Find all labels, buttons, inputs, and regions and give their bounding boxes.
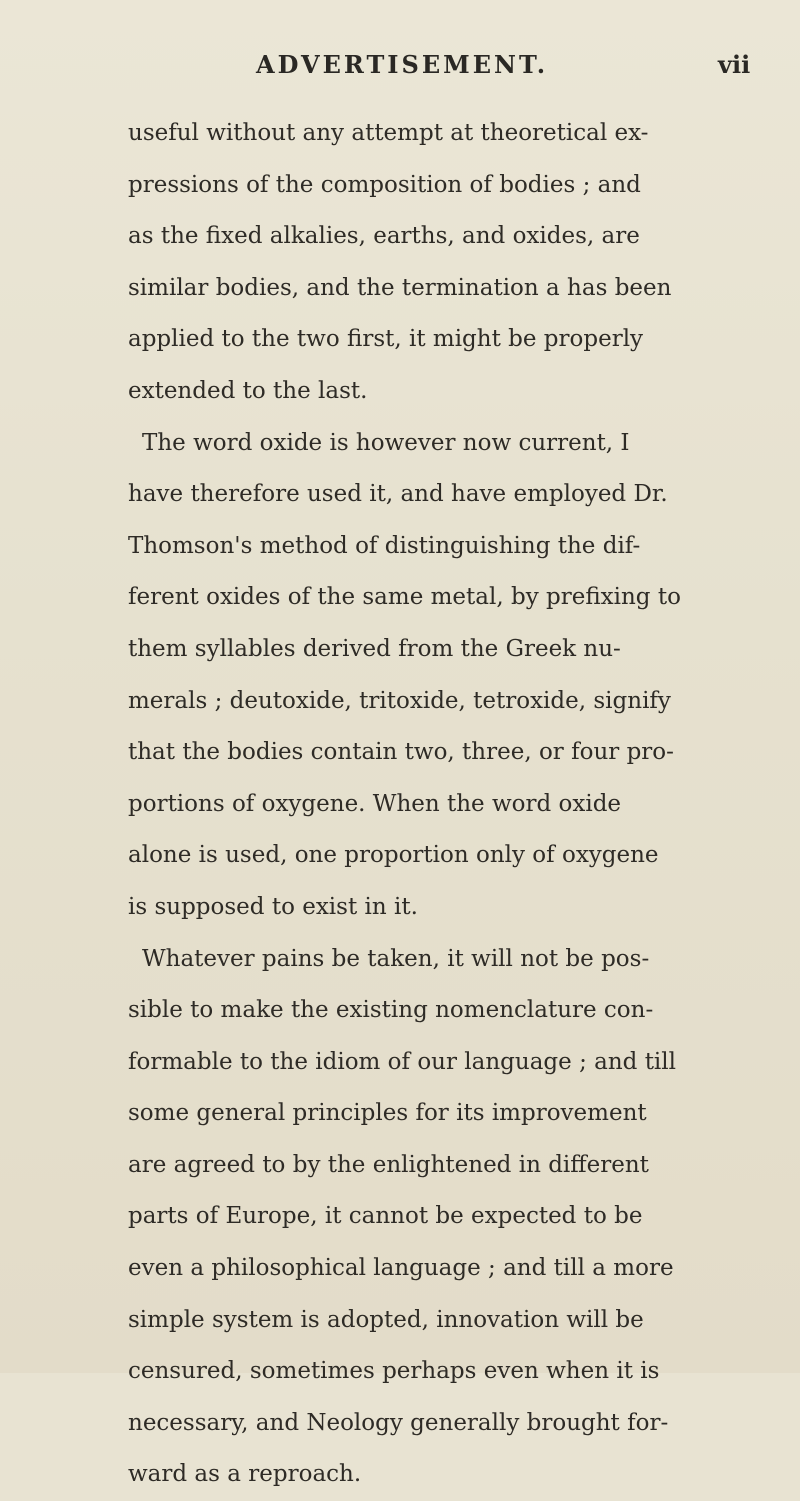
running-header: [0, 40, 800, 90]
paragraph-start-line: Whatever pains be taken, it will not be pos-: [142, 945, 650, 972]
text-line: have therefore used it, and have employed Dr.: [128, 481, 668, 508]
text-line: useful without any attempt at theoretical ex-: [128, 120, 649, 146]
text-line: are agreed to by the enlightened in different: [128, 1151, 649, 1178]
text-line: formable to the idiom of our language ; and till: [128, 1048, 677, 1075]
text-line: Thomson's method of distinguishing the dif-: [128, 532, 641, 559]
text-line: parts of Europe, it cannot be expected to be: [128, 1203, 643, 1230]
text-line: some general principles for its improvement: [128, 1100, 647, 1127]
text-line: simple system is adopted, innovation will be: [128, 1306, 644, 1333]
text-line: that the bodies contain two, three, or four pro-: [128, 739, 674, 766]
text-line: pressions of the composition of bodies ; and: [128, 171, 641, 198]
text-line: sible to make the existing nomenclature con-: [128, 997, 654, 1024]
text-line: alone is used, one proportion only of oxygene: [128, 842, 659, 869]
text-line: extended to the last.: [128, 377, 368, 404]
text-line: even a philosophical language ; and till a more: [128, 1255, 674, 1282]
body-text: [128, 108, 744, 1501]
text-line: applied to the two first, it might be properly: [128, 326, 644, 353]
text-line: censured, sometimes perhaps even when it is: [128, 1358, 660, 1385]
page-number: vii: [718, 50, 751, 79]
text-line: ward as a reproach.: [128, 1461, 362, 1488]
text-line: ferent oxides of the same metal, by prefixing to: [128, 584, 681, 611]
text-line: portions of oxygene. When the word oxide: [128, 790, 622, 817]
text-line: them syllables derived from the Greek nu-: [128, 635, 621, 662]
running-title: ADVERTISEMENT.: [256, 50, 549, 79]
text-line: necessary, and Neology generally brought for-: [128, 1409, 669, 1436]
text-line: similar bodies, and the termination a has been: [128, 274, 672, 301]
text-line: is supposed to exist in it.: [128, 893, 418, 920]
text-line: as the fixed alkalies, earths, and oxides, are: [128, 223, 640, 250]
text-line: merals ; deutoxide, tritoxide, tetroxide, signify: [128, 687, 671, 714]
paragraph-start-line: The word oxide is however now current, I: [142, 429, 630, 456]
